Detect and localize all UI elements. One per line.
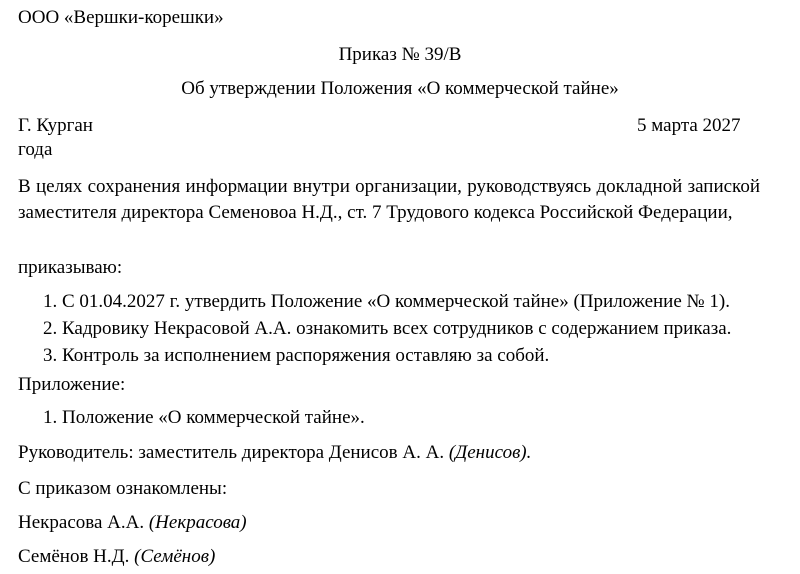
order-date: 5 марта 2027 [637, 115, 741, 136]
attachment-item: 1. Положение «О коммерческой тайне». [62, 404, 365, 431]
acquainted-signature: (Некрасова) [148, 512, 247, 533]
preamble-paragraph: В целях сохранения информации внутри организации, руководствуясь докладной запиской заместителя директора Семеновоа Н.Д., ст. 7 Трудового кодекса Российской Федерации, [18, 176, 760, 223]
order-item: 1. С 01.04.2027 г. утвердить Положение «О коммерческой тайне» (Приложение № 1). [62, 288, 731, 315]
order-item: 2. Кадровику Некрасовой А.А. ознакомить всех сотрудников с содержанием приказа. [62, 315, 731, 342]
acquainted-name: Семёнов Н.Д. [18, 546, 130, 567]
order-title: Об утверждении Положения «О коммерческой тайне» [181, 78, 619, 99]
order-number: Приказ № 39/В [338, 44, 462, 65]
order-date-suffix: года [18, 139, 53, 160]
head-label: Руководитель: заместитель директора Денисов А. А. [18, 442, 445, 463]
city: Г. Курган [18, 115, 93, 136]
acquainted-label: С приказом ознакомлены: [18, 478, 228, 499]
order-items-list [0, 288, 731, 369]
order-item: 3. Контроль за исполнением распоряжения оставляю за собой. [62, 342, 731, 369]
head-signature-line [18, 441, 531, 465]
acquainted-signature: (Семёнов) [134, 546, 216, 567]
attachment-label: Приложение: [18, 374, 126, 395]
acquainted-row [18, 545, 215, 569]
organization-name: ООО «Вершки-корешки» [18, 7, 224, 28]
order-verb: приказываю: [18, 257, 123, 278]
acquainted-row [18, 511, 247, 535]
acquainted-name: Некрасова А.А. [18, 512, 145, 533]
attachments-list [0, 404, 365, 431]
head-signature: (Денисов). [448, 442, 532, 463]
